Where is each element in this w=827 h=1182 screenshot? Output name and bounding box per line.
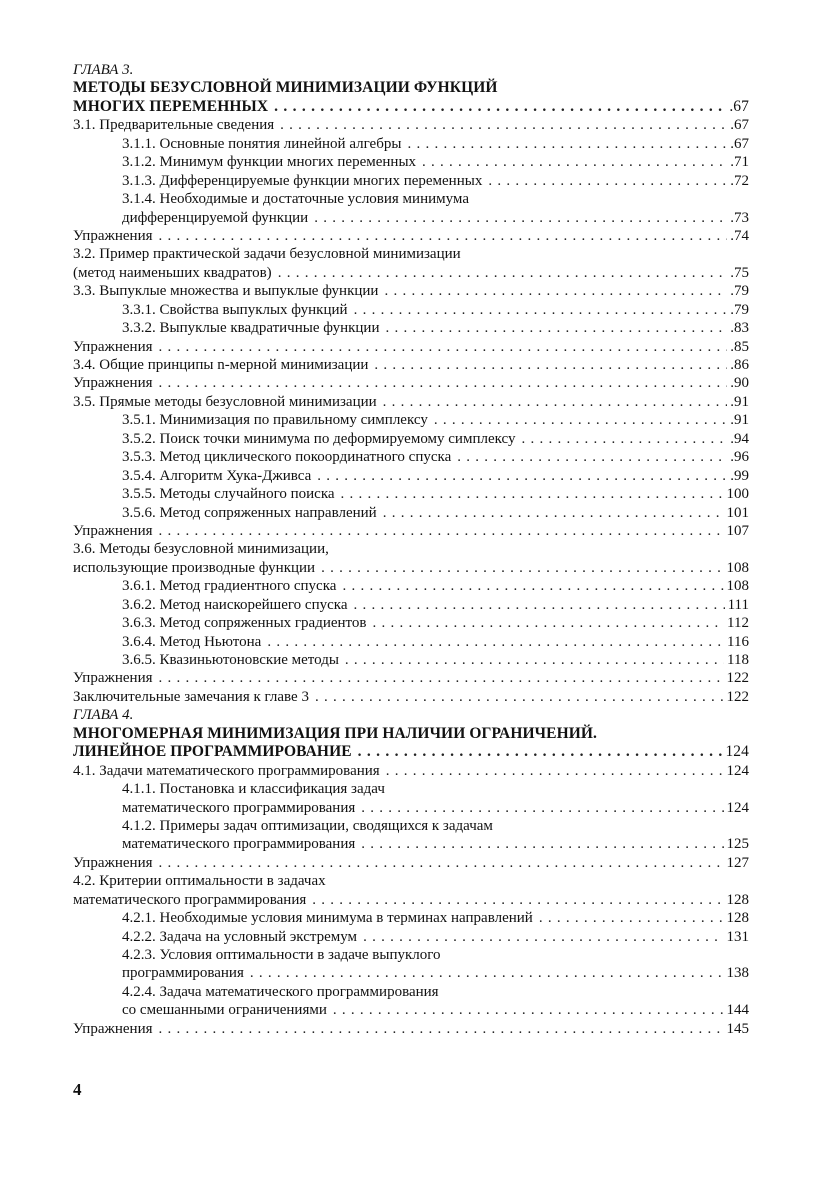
toc-entry-line xyxy=(73,356,749,374)
toc-section[interactable] xyxy=(73,393,749,411)
dot-leader xyxy=(422,153,727,171)
toc-entry-text: 4.2.3. Условия оптимальности в задаче выпуклого xyxy=(122,947,441,963)
chapter-title-text: МНОГОМЕРНАЯ МИНИМИЗАЦИЯ ПРИ НАЛИЧИИ ОГРАНИЧЕНИЙ. xyxy=(73,724,598,742)
toc-entry-line xyxy=(73,651,749,669)
toc-entry-line xyxy=(73,1020,749,1038)
page-number-ref: .75 xyxy=(730,264,749,281)
dot-leader xyxy=(434,411,727,429)
chapter-title-line xyxy=(73,725,749,743)
page-number-ref: 128 xyxy=(726,891,749,908)
dot-leader xyxy=(386,762,724,780)
toc-entry-text: 3.1.4. Необходимые и достаточные условия минимума xyxy=(122,191,469,208)
dot-leader xyxy=(354,301,728,319)
page-number-ref: 100 xyxy=(726,486,749,503)
page-number-ref: .79 xyxy=(730,283,749,300)
toc-subsection[interactable] xyxy=(73,633,749,651)
page-number-ref: .79 xyxy=(730,301,749,318)
toc-entry-text: 3.5.4. Алгоритм Хука-Дживса xyxy=(122,467,312,484)
page-number-ref: .67 xyxy=(730,117,749,134)
toc-subsection[interactable] xyxy=(73,651,749,669)
toc-subsection[interactable] xyxy=(73,946,749,983)
toc-section[interactable] xyxy=(73,374,749,392)
toc-entry-line xyxy=(73,596,749,614)
dot-leader xyxy=(274,98,726,116)
toc-entry-text: 3.6. Методы безусловной минимизации, xyxy=(73,541,329,558)
chapter-title-line xyxy=(73,743,749,761)
dot-leader xyxy=(374,356,727,374)
toc-subsection[interactable] xyxy=(73,430,749,448)
dot-leader xyxy=(345,651,724,669)
dot-leader xyxy=(342,577,723,595)
page-number-ref: 131 xyxy=(726,928,749,945)
toc-entry-line xyxy=(73,411,749,429)
toc-entry-text: 3.3.2. Выпуклые квадратичные функции xyxy=(122,320,380,337)
dot-leader xyxy=(383,393,728,411)
chapter-label xyxy=(73,61,749,79)
page-number-ref: .74 xyxy=(730,227,749,244)
page-number-ref: 116 xyxy=(727,633,749,650)
page-number-ref: 138 xyxy=(726,965,749,982)
page-number-ref: .72 xyxy=(730,172,749,189)
dot-leader xyxy=(363,928,723,946)
toc-section[interactable] xyxy=(73,356,749,374)
toc-entry-line xyxy=(73,614,749,632)
chapter-label xyxy=(73,706,749,724)
toc-entry-text: 4.2.4. Задача математического программирования xyxy=(122,983,439,1000)
dot-leader xyxy=(361,835,723,853)
toc-entry-line xyxy=(73,374,749,392)
toc-entry-line xyxy=(73,190,749,208)
toc-entry-text: со смешанными ограничениями xyxy=(122,1002,327,1019)
page-number-ref: 111 xyxy=(727,596,749,613)
page-number-ref: .71 xyxy=(730,154,749,171)
chapter-heading xyxy=(73,61,749,116)
page-number-ref: 127 xyxy=(726,854,749,871)
toc-entry-text: математического программирования xyxy=(122,836,356,853)
dot-leader xyxy=(383,504,724,522)
toc-entry-text: 3.5.2. Поиск точки минимума по деформируемому симплексу xyxy=(122,430,516,447)
page-number-ref: 112 xyxy=(727,615,749,632)
toc-entry-text: 3.5.3. Метод циклического покоординатного спуска xyxy=(122,449,452,466)
toc-entry-line xyxy=(73,135,749,153)
page-number-ref: 118 xyxy=(727,652,749,668)
toc-entry-text: Упражнения xyxy=(73,227,153,244)
dot-leader xyxy=(333,1001,724,1019)
toc-entry-text: 4.1.1. Постановка и классификация задач xyxy=(122,781,385,798)
toc-section[interactable] xyxy=(73,116,749,134)
toc-entry-text: 3.6.3. Метод сопряженных градиентов xyxy=(122,615,367,632)
toc-entry-line xyxy=(73,559,749,577)
dot-leader xyxy=(373,614,725,632)
toc-entry-text: Заключительные замечания к главе 3 xyxy=(73,688,309,705)
toc-section[interactable] xyxy=(73,872,749,909)
chapter-label-text: ГЛАВА 4. xyxy=(73,707,134,724)
dot-leader xyxy=(159,338,728,356)
dot-leader xyxy=(159,1020,724,1038)
toc-entry-line xyxy=(73,116,749,134)
toc-entry-line xyxy=(73,467,749,485)
toc-section[interactable] xyxy=(73,669,749,687)
toc-entry-line xyxy=(73,209,749,227)
dot-leader xyxy=(159,374,728,392)
toc-section[interactable] xyxy=(73,688,749,706)
dot-leader xyxy=(312,891,723,909)
toc-entry-text: математического программирования xyxy=(73,891,307,908)
toc-entry-text: 4.2.1. Необходимые условия минимума в терминах направлений xyxy=(122,910,533,927)
toc-subsection[interactable] xyxy=(73,301,749,319)
toc-entry-text: использующие производные функции xyxy=(73,559,316,576)
toc-entry-text: 3.1.3. Дифференцируемые функции многих переменных xyxy=(122,172,483,189)
page-number-ref: .73 xyxy=(730,209,749,226)
page-number-ref: .86 xyxy=(730,357,749,373)
toc-section[interactable] xyxy=(73,282,749,300)
page-number-ref: .90 xyxy=(730,375,749,392)
page-number-ref: 124 xyxy=(726,762,749,779)
toc-section[interactable] xyxy=(73,762,749,780)
toc-entry-text: 3.2. Пример практической задачи безусловной минимизации xyxy=(73,246,461,263)
toc-entry-text: 3.4. Общие принципы n-мерной минимизации xyxy=(73,357,369,373)
page-number-ref: .67 xyxy=(730,135,749,152)
toc-entry-line xyxy=(73,448,749,466)
toc-subsection[interactable] xyxy=(73,817,749,854)
toc-entry-line xyxy=(73,854,749,872)
dot-leader xyxy=(457,448,727,466)
toc-entry-text: 4.2. Критерии оптимальности в задачах xyxy=(73,873,326,890)
page-number-ref: 124 xyxy=(726,799,749,816)
chapter-heading xyxy=(73,706,749,761)
toc-subsection[interactable] xyxy=(73,319,749,337)
toc-section[interactable] xyxy=(73,227,749,245)
toc-entry-line xyxy=(73,799,749,817)
toc-entry-line xyxy=(73,1001,749,1019)
page-number-ref: 122 xyxy=(726,670,749,687)
dot-leader xyxy=(159,227,728,245)
toc-entry-line xyxy=(73,891,749,909)
toc-entry-text: 4.1. Задачи математического программирования xyxy=(73,762,380,779)
toc-entry-line xyxy=(73,485,749,503)
dot-leader xyxy=(314,209,727,227)
toc-entry-text: 3.5.5. Методы случайного поиска xyxy=(122,486,335,503)
toc-entry-line xyxy=(73,835,749,853)
toc-entry-text: Упражнения xyxy=(73,854,153,871)
toc-entry-line xyxy=(73,338,749,356)
toc-entry-line xyxy=(73,817,749,835)
toc-entry-line xyxy=(73,983,749,1001)
toc-entry-line xyxy=(73,669,749,687)
chapter-title-line xyxy=(73,79,749,97)
dot-leader xyxy=(321,559,723,577)
toc-subsection[interactable] xyxy=(73,504,749,522)
toc-section[interactable] xyxy=(73,540,749,577)
page-number-ref: 101 xyxy=(726,504,749,521)
toc-entry-text: 3.5.6. Метод сопряженных направлений xyxy=(122,504,377,521)
page-number-ref: 107 xyxy=(726,522,749,539)
toc-entry-line xyxy=(73,928,749,946)
page-number-ref: 108 xyxy=(726,559,749,576)
dot-leader xyxy=(280,116,727,134)
toc-entry-text: (метод наименьших квадратов) xyxy=(73,264,272,281)
page-number-ref: .67 xyxy=(729,97,749,115)
toc-entry-line xyxy=(73,172,749,190)
dot-leader xyxy=(317,467,727,485)
toc-subsection[interactable] xyxy=(73,983,749,1020)
toc-entry-text: Упражнения xyxy=(73,338,153,355)
toc-entry-line xyxy=(73,319,749,337)
toc-section[interactable] xyxy=(73,522,749,540)
toc-entry-text: Упражнения xyxy=(73,670,153,687)
toc-entry-line xyxy=(73,577,749,595)
toc-subsection[interactable] xyxy=(73,928,749,946)
toc-section[interactable] xyxy=(73,245,749,282)
toc-entry-text: 3.5.1. Минимизация по правильному симплексу xyxy=(122,412,428,429)
toc-entry-text: Упражнения xyxy=(73,375,153,392)
toc-entry-line xyxy=(73,946,749,964)
toc-subsection[interactable] xyxy=(73,467,749,485)
toc-entry-line xyxy=(73,227,749,245)
toc-entry-text: математического программирования xyxy=(122,799,356,816)
toc-entry-line xyxy=(73,282,749,300)
toc-entry-line xyxy=(73,522,749,540)
toc-entry-line xyxy=(73,393,749,411)
toc-entry-line xyxy=(73,153,749,171)
toc-subsection[interactable] xyxy=(73,411,749,429)
dot-leader xyxy=(341,485,724,503)
chapter-title-line xyxy=(73,98,749,116)
toc-section[interactable] xyxy=(73,1020,749,1038)
toc-subsection[interactable] xyxy=(73,780,749,817)
page-number: 4 xyxy=(73,1080,82,1099)
chapter-title-text: МЕТОДЫ БЕЗУСЛОВНОЙ МИНИМИЗАЦИИ ФУНКЦИЙ xyxy=(73,79,498,97)
dot-leader xyxy=(361,799,723,817)
toc-subsection[interactable] xyxy=(73,577,749,595)
toc-entry-text: 3.6.1. Метод градиентного спуска xyxy=(122,578,337,595)
dot-leader xyxy=(384,282,727,300)
toc-entry-text: 3.5. Прямые методы безусловной минимизации xyxy=(73,393,377,410)
toc-entry-line xyxy=(73,780,749,798)
dot-leader xyxy=(353,596,724,614)
toc-subsection[interactable] xyxy=(73,909,749,927)
toc-entry-text: дифференцируемой функции xyxy=(122,209,309,226)
toc-entry-line xyxy=(73,264,749,282)
toc-subsection[interactable] xyxy=(73,153,749,171)
toc-subsection[interactable] xyxy=(73,596,749,614)
page-number-ref: .94 xyxy=(730,430,749,447)
toc-entry-text: программирования xyxy=(122,965,244,982)
toc-subsection[interactable] xyxy=(73,135,749,153)
toc-subsection[interactable] xyxy=(73,485,749,503)
chapter-title-text: ЛИНЕЙНОЕ ПРОГРАММИРОВАНИЕ xyxy=(73,743,352,761)
toc-entry-text: Упражнения xyxy=(73,1020,153,1037)
page-number-ref: 108 xyxy=(726,578,749,595)
dot-leader xyxy=(267,633,724,651)
dot-leader xyxy=(358,743,723,761)
toc-entry-line xyxy=(73,688,749,706)
dot-leader xyxy=(250,964,724,982)
dot-leader xyxy=(385,319,727,337)
page-number-ref: 128 xyxy=(726,910,749,927)
toc-subsection[interactable] xyxy=(73,172,749,190)
chapter-title-text: МНОГИХ ПЕРЕМЕННЫХ xyxy=(73,97,269,115)
page-number-ref: 145 xyxy=(726,1020,749,1037)
page-number-ref: 124 xyxy=(725,743,749,761)
page-number-ref: .83 xyxy=(730,320,749,337)
toc-entry-line xyxy=(73,245,749,263)
dot-leader xyxy=(407,135,727,153)
dot-leader xyxy=(159,522,724,540)
page-number-ref: .96 xyxy=(730,449,749,466)
toc-entry-line xyxy=(73,964,749,982)
toc-entry-line xyxy=(73,762,749,780)
toc-entry-text: 3.1. Предварительные сведения xyxy=(73,117,275,134)
toc-entry-line xyxy=(73,633,749,651)
dot-leader xyxy=(539,909,724,927)
toc-entry-text: 3.6.4. Метод Ньютона xyxy=(122,633,262,650)
toc-subsection[interactable] xyxy=(73,448,749,466)
toc-entry-text: 3.1.2. Минимум функции многих переменных xyxy=(122,154,417,171)
page-number-ref: .91 xyxy=(730,412,749,429)
toc-entry-line xyxy=(73,430,749,448)
toc-section[interactable] xyxy=(73,854,749,872)
dot-leader xyxy=(278,264,728,282)
toc-entry-line xyxy=(73,872,749,890)
dot-leader xyxy=(522,430,728,448)
toc-entry-line xyxy=(73,909,749,927)
toc-entry-text: Упражнения xyxy=(73,522,153,539)
toc-entry-text: 3.3.1. Свойства выпуклых функций xyxy=(122,301,348,318)
toc-section[interactable] xyxy=(73,338,749,356)
page-number-ref: .91 xyxy=(730,393,749,410)
dot-leader xyxy=(315,688,724,706)
toc-subsection[interactable] xyxy=(73,614,749,632)
page-number-ref: 144 xyxy=(726,1002,749,1019)
toc-entry-text: 4.1.2. Примеры задач оптимизации, сводящихся к задачам xyxy=(122,817,493,834)
chapter-label-text: ГЛАВА 3. xyxy=(73,62,134,78)
dot-leader xyxy=(159,854,724,872)
toc-entry-line xyxy=(73,540,749,558)
page-number-ref: .85 xyxy=(730,338,749,355)
dot-leader xyxy=(159,669,724,687)
toc-subsection[interactable] xyxy=(73,190,749,227)
table-of-contents xyxy=(73,61,749,1038)
toc-entry-line xyxy=(73,301,749,319)
toc-entry-text: 3.6.5. Квазиньютоновские методы xyxy=(122,652,339,668)
page-number-ref: 122 xyxy=(726,688,749,705)
toc-entry-text: 3.1.1. Основные понятия линейной алгебры xyxy=(122,135,402,152)
toc-entry-text: 4.2.2. Задача на условный экстремум xyxy=(122,928,358,945)
toc-entry-line xyxy=(73,504,749,522)
page-number-ref: .99 xyxy=(730,467,749,484)
toc-entry-text: 3.6.2. Метод наискорейшего спуска xyxy=(122,596,348,613)
page-number-ref: 125 xyxy=(726,836,749,853)
dot-leader xyxy=(488,172,727,190)
toc-entry-text: 3.3. Выпуклые множества и выпуклые функции xyxy=(73,283,379,300)
